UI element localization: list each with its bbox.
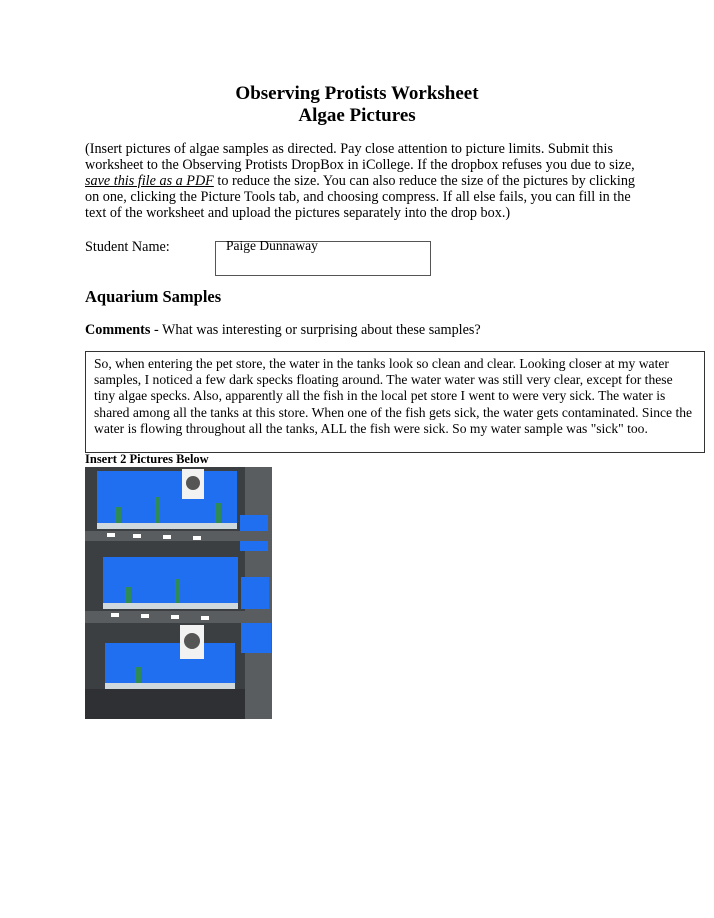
- comments-label: Comments: [85, 322, 151, 338]
- insert-pictures-label: Insert 2 Pictures Below: [85, 452, 209, 466]
- section-heading-aquarium: Aquarium Samples: [85, 287, 222, 306]
- comments-prompt: [85, 322, 481, 339]
- instructions-paragraph: [85, 142, 645, 222]
- comments-answer-box[interactable]: So, when entering the pet store, the water in the tanks look so clean and clear. Looking closer at my water samples, I noticed a few dark specks floating around. The water water was still very clear, except for these tiny algae specks. Also, apparently all the fish in the local pet store I went to were very sick. The water is shared among all the tanks at this store. When one of the fish gets sick, the water gets contaminated. Since the water is flowing throughout all the tanks, ALL the fish were sick. So my water sample was "sick" too.: [85, 351, 705, 453]
- worksheet-subtitle: Algae Pictures: [298, 105, 416, 126]
- aquarium-photo-icon[interactable]: [85, 467, 272, 719]
- student-name-label: Student Name:: [85, 239, 170, 255]
- student-name-field[interactable]: [215, 238, 431, 276]
- instructions-text-before: (Insert pictures of algae samples as directed. Pay close attention to picture limits. Submit this worksheet to the Observing Protists DropBox in iCollege. If the dropbox refuses you due to size,: [85, 141, 635, 173]
- save-as-pdf-link[interactable]: save this file as a PDF: [85, 172, 214, 189]
- comments-question: - What was interesting or surprising about these samples?: [150, 322, 481, 338]
- instructions-text-after: to reduce the size. You can also reduce the size of the pictures by clicking on one, clicking the Picture Tools tab, and choosing compress. If all else fails, you can fill in the text of the worksheet and upload the pictures separately into the drop box.): [85, 172, 636, 221]
- worksheet-title: Observing Protists Worksheet: [235, 83, 479, 104]
- student-name-value: Paige Dunnaway: [226, 238, 318, 253]
